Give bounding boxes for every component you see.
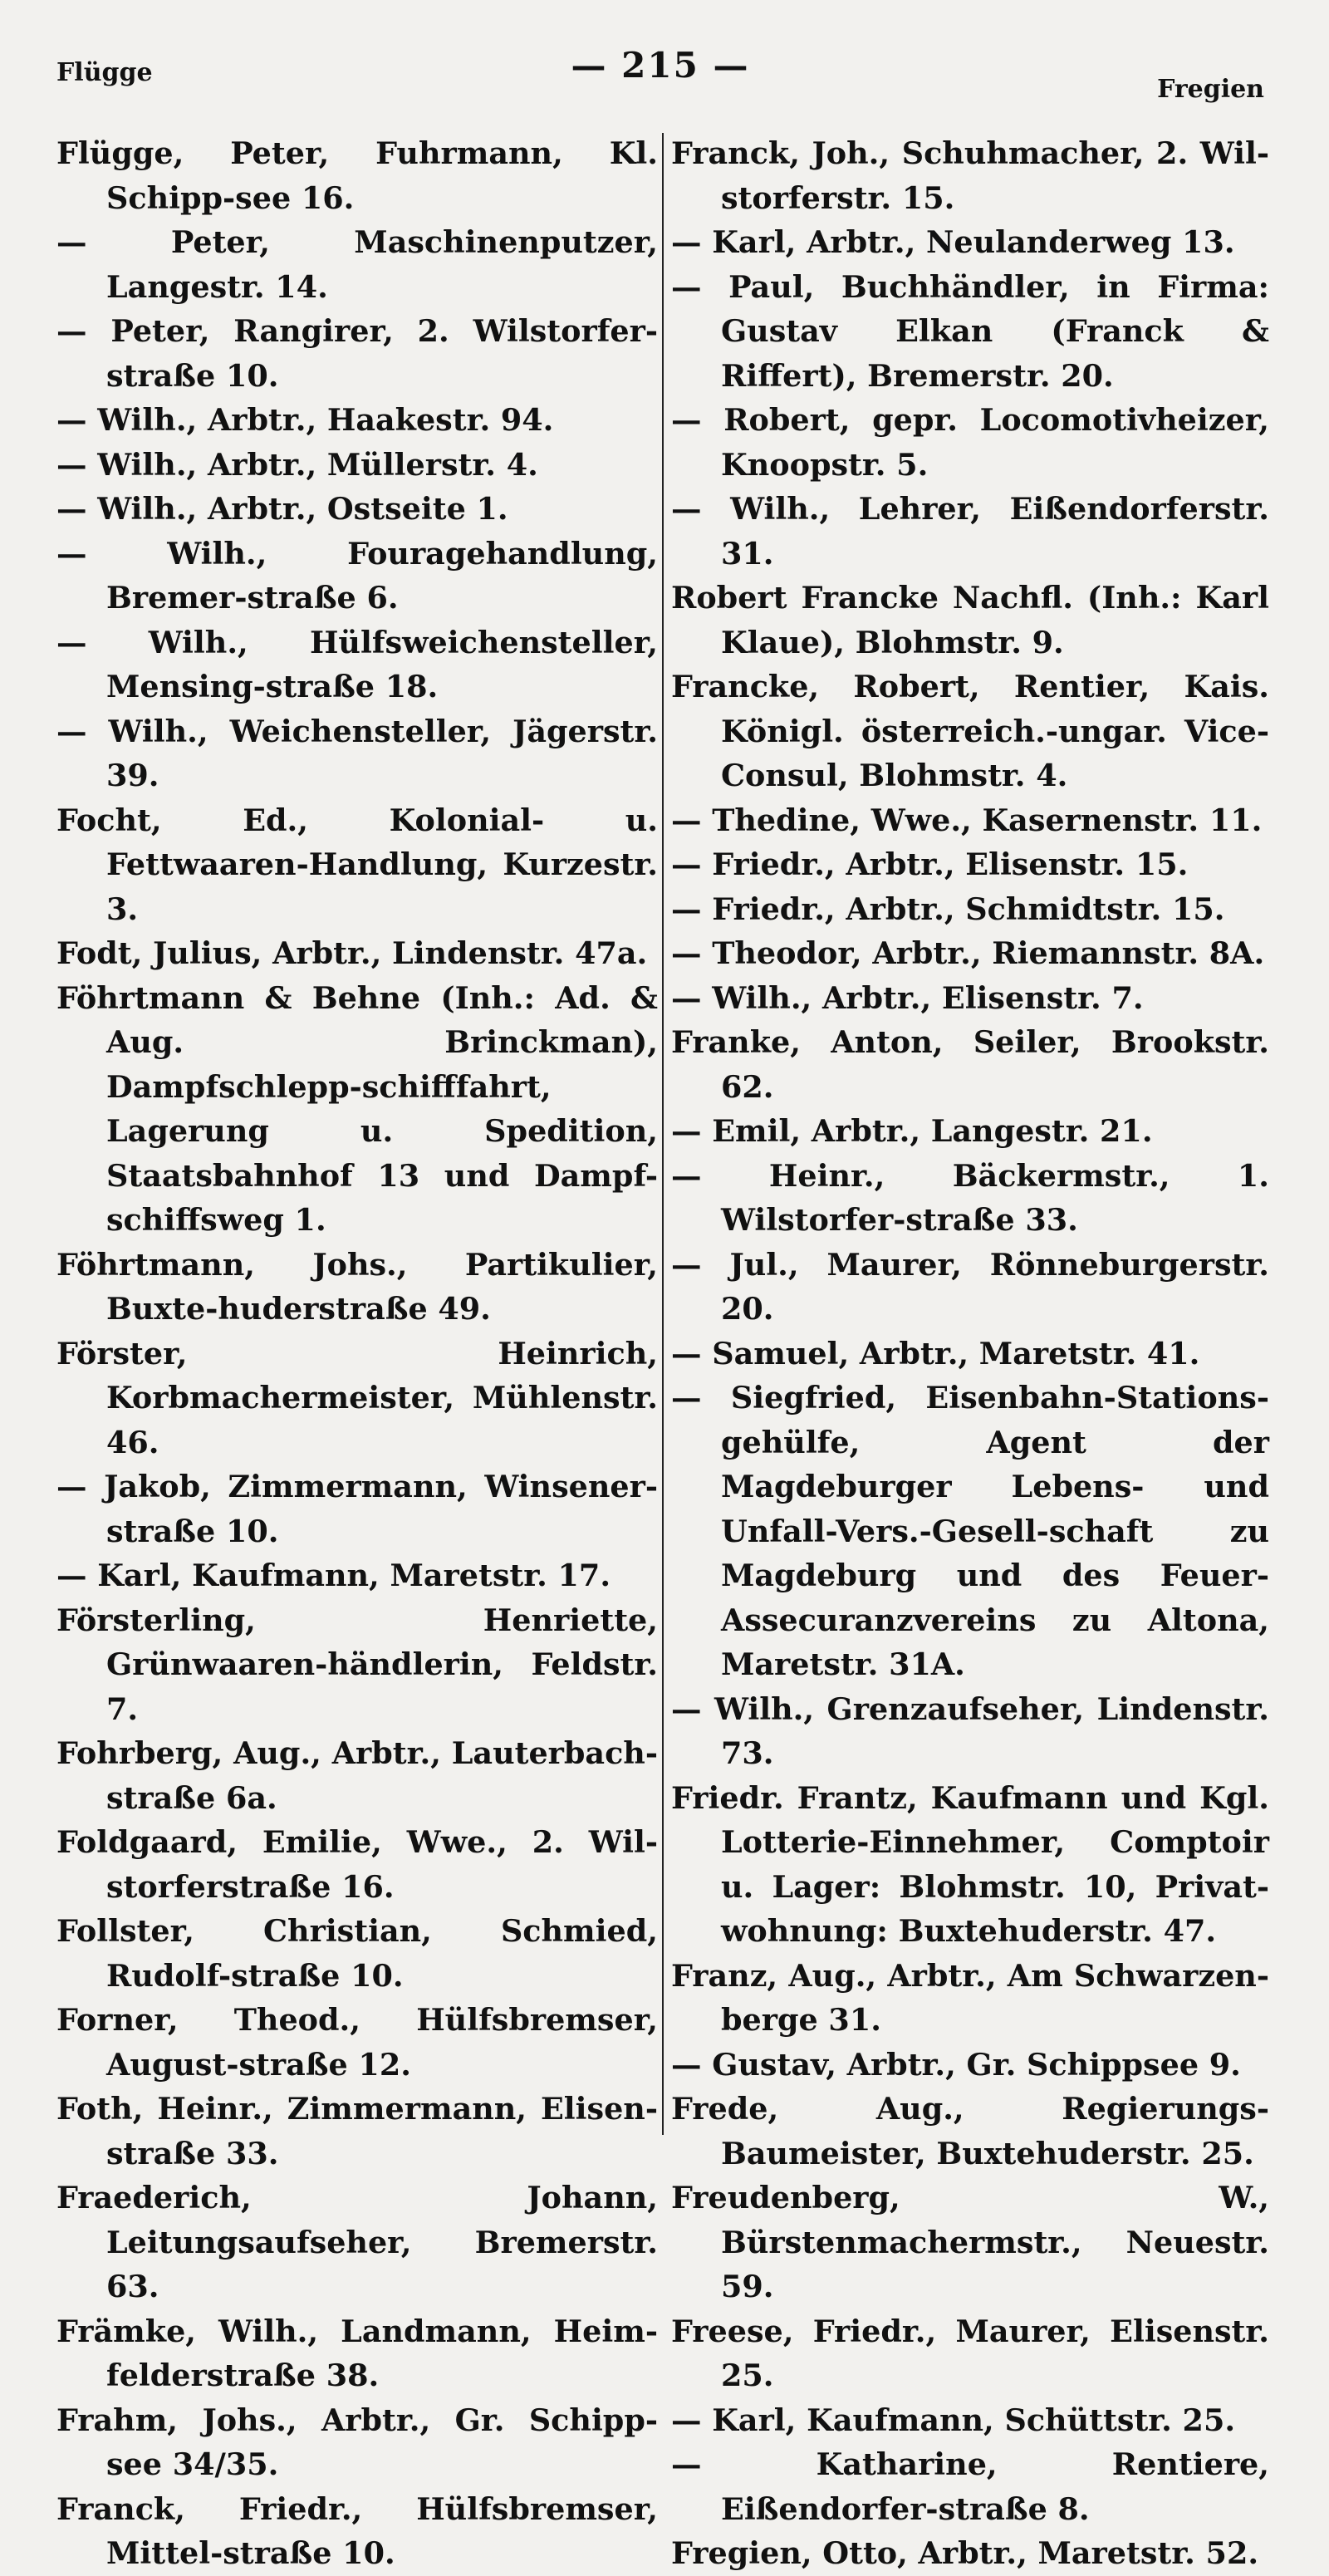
directory-entry: — Jakob, Zimmermann, Winsener-straße 10. (56, 1469, 658, 1549)
directory-entry: Franck, Joh., Schuhmacher, 2. Wil-storferstr. 15. (671, 135, 1269, 216)
directory-entry: Frede, Aug., Regierungs-Baumeister, Buxtehuderstr. 25. (671, 2091, 1269, 2171)
directory-entry: Forner, Theod., Hülfsbremser, August-straße 12. (56, 2002, 658, 2083)
directory-entry: — Peter, Rangirer, 2. Wilstorfer-straße 10. (56, 313, 658, 394)
directory-entry: — Paul, Buchhändler, in Firma: Gustav Elkan (Franck & Riffert), Bremerstr. 20. (671, 268, 1269, 394)
directory-entry: — Friedr., Arbtr., Elisenstr. 15. (671, 846, 1189, 882)
directory-entry: — Samuel, Arbtr., Maretstr. 41. (671, 1335, 1200, 1371)
page-header (56, 40, 1264, 106)
directory-entry: Fraederich, Johann, Leitungsaufseher, Bremerstr. 63. (56, 2180, 658, 2304)
directory-entry: Francke, Robert, Rentier, Kais. Königl. österreich.-ungar. Vice-Consul, Blohmstr. 4. (671, 669, 1269, 793)
directory-entry: Föhrtmann, Johs., Partikulier, Buxte-huderstraße 49. (56, 1246, 658, 1327)
page-number: — 215 — (571, 45, 750, 86)
directory-entry: — Siegfried, Eisenbahn-Stations-gehülfe, Agent der Magdeburger Lebens- und Unfall-Vers.-Gesell-schaft zu Magdeburg und des Feuer-Assecuranzvereins zu Altona, Maretstr. 31A. (671, 1380, 1269, 1682)
directory-entry: — Wilh., Grenzaufseher, Lindenstr. 73. (671, 1690, 1269, 1771)
column-divider (662, 133, 664, 2135)
directory-entry: Fodt, Julius, Arbtr., Lindenstr. 47a. (56, 935, 648, 971)
directory-entry: Focht, Ed., Kolonial- u. Fettwaaren-Handlung, Kurzestr. 3. (56, 802, 658, 927)
right-column (671, 131, 1269, 2576)
directory-entry: — Wilh., Arbtr., Ostseite 1. (56, 491, 508, 527)
header-right-word: Fregien (1157, 75, 1264, 104)
directory-entry: Follster, Christian, Schmied, Rudolf-straße 10. (56, 1913, 658, 1994)
directory-entry: — Karl, Kaufmann, Maretstr. 17. (56, 1558, 611, 1593)
directory-entry: — Wilh., Arbtr., Elisenstr. 7. (671, 979, 1144, 1016)
directory-entry: Franck, Friedr., Hülfsbremser, Mittel-straße 10. (56, 2490, 658, 2571)
directory-entry: Freese, Friedr., Maurer, Elisenstr. 25. (671, 2313, 1269, 2393)
directory-entry: Freudenberg, W., Bürstenmachermstr., Neuestr. 59. (671, 2180, 1269, 2304)
directory-entry: — Wilh., Arbtr., Haakestr. 94. (56, 402, 554, 438)
directory-entry: Försterling, Henriette, Grünwaaren-händlerin, Feldstr. 7. (56, 1602, 658, 1727)
directory-entry: — Heinr., Bäckermstr., 1. Wilstorfer-straße 33. (671, 1157, 1269, 1238)
directory-entry: — Karl, Kaufmann, Schüttstr. 25. (671, 2402, 1236, 2438)
directory-entry: Fohrberg, Aug., Arbtr., Lauterbach-straße 6a. (56, 1735, 658, 1816)
directory-entry: — Wilh., Weichensteller, Jägerstr. 39. (56, 713, 658, 793)
directory-entry: Foldgaard, Emilie, Wwe., 2. Wil-storferstraße 16. (56, 1824, 658, 1905)
directory-entry: — Emil, Arbtr., Langestr. 21. (671, 1113, 1153, 1149)
directory-entry: Flügge, Peter, Fuhrmann, Kl. Schipp-see 16. (56, 135, 658, 216)
directory-entry: — Katharine, Rentiere, Eißendorfer-straße 8. (671, 2446, 1269, 2527)
left-column (56, 131, 658, 2576)
directory-entry: Främke, Wilh., Landmann, Heim-felderstraße 38. (56, 2313, 658, 2393)
directory-entry: — Robert, gepr. Locomotivheizer, Knoopstr. 5. (671, 402, 1269, 483)
directory-entry: Förster, Heinrich, Korbmachermeister, Mühlenstr. 46. (56, 1335, 658, 1460)
directory-entry: Franz, Aug., Arbtr., Am Schwarzen-berge 31. (671, 1957, 1269, 2038)
directory-entry: — Peter, Maschinenputzer, Langestr. 14. (56, 224, 658, 305)
directory-entry: Föhrtmann & Behne (Inh.: Ad. & Aug. Brinckman), Dampfschlepp-schifffahrt, Lagerung u. Spedition, Staatsbahnhof 13 und Dampf-schiffsweg 1. (56, 979, 658, 1238)
directory-entry: Foth, Heinr., Zimmermann, Elisen-straße 33. (56, 2091, 658, 2171)
directory-entry: — Jul., Maurer, Rönneburgerstr. 20. (671, 1246, 1269, 1327)
directory-entry: Fregien, Otto, Arbtr., Maretstr. 52. (671, 2535, 1259, 2571)
directory-entry: — Wilh., Hülfsweichensteller, Mensing-straße 18. (56, 624, 658, 704)
header-left-word: Flügge (56, 58, 153, 87)
directory-entry: — Friedr., Arbtr., Schmidtstr. 15. (671, 891, 1225, 927)
directory-entry: — Thedine, Wwe., Kasernenstr. 11. (671, 802, 1263, 838)
directory-entry: — Wilh., Lehrer, Eißendorferstr. 31. (671, 491, 1269, 572)
directory-entry: — Theodor, Arbtr., Riemannstr. 8A. (671, 935, 1265, 971)
directory-entry: Friedr. Frantz, Kaufmann und Kgl. Lotterie-Einnehmer, Comptoir u. Lager: Blohmstr. 10, Privat-wohnung: Buxtehuderstr. 47. (671, 1779, 1269, 1949)
directory-entry: — Wilh., Fouragehandlung, Bremer-straße 6. (56, 535, 658, 616)
directory-entry: — Gustav, Arbtr., Gr. Schippsee 9. (671, 2046, 1241, 2083)
directory-entry: — Karl, Arbtr., Neulanderweg 13. (671, 224, 1235, 260)
directory-entry: — Wilh., Arbtr., Müllerstr. 4. (56, 446, 538, 483)
directory-entry: Franke, Anton, Seiler, Brookstr. 62. (671, 1024, 1269, 1105)
directory-entry: Robert Francke Nachfl. (Inh.: Karl Klaue), Blohmstr. 9. (671, 580, 1269, 660)
directory-entry: Frahm, Johs., Arbtr., Gr. Schipp-see 34/35. (56, 2402, 658, 2482)
